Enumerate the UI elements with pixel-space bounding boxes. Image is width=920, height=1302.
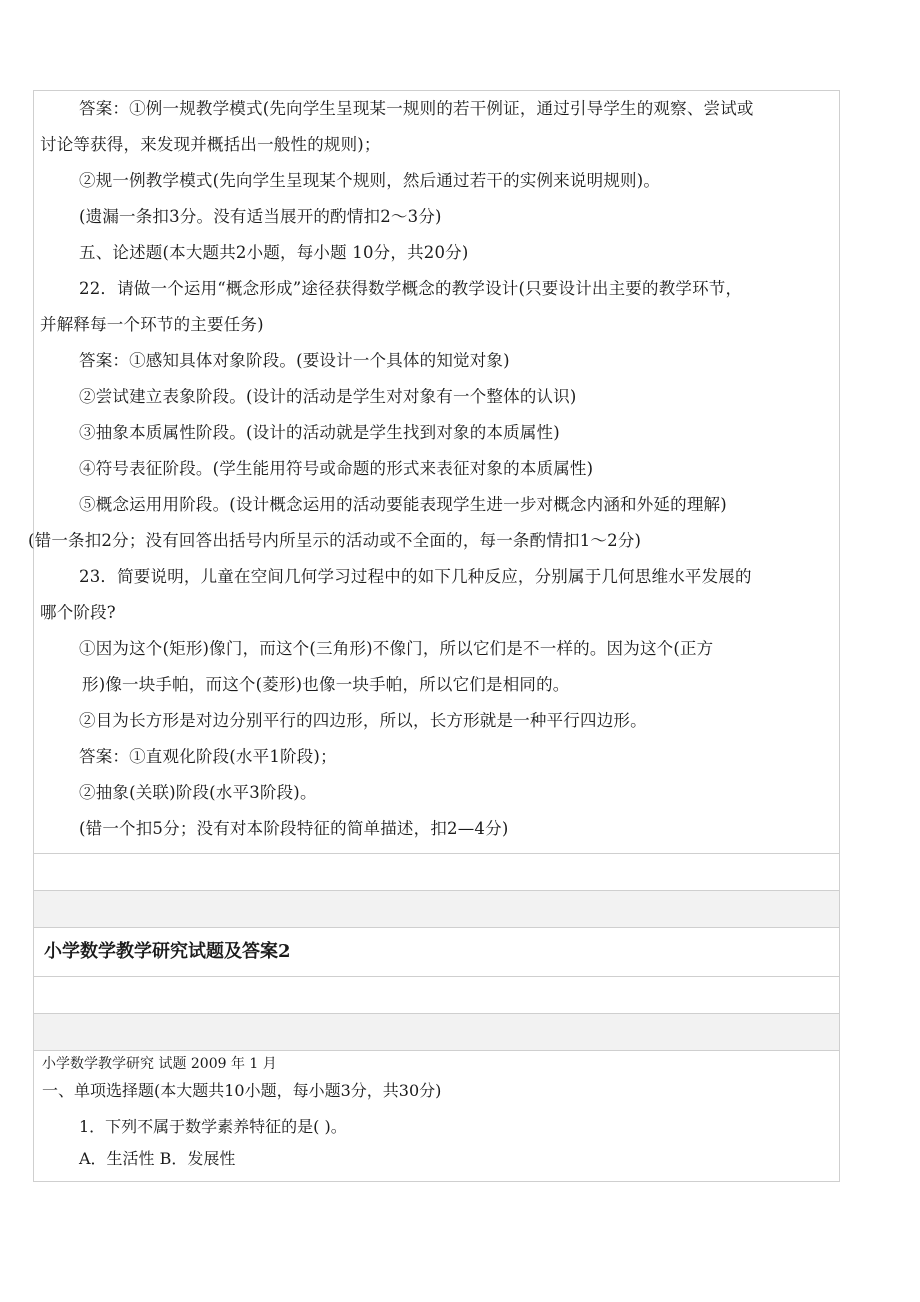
exam-header: 小学数学教学研究 试题 2009 年 1 月 <box>42 1056 277 1072</box>
question-text: 23．简要说明，儿童在空间几何学习过程中的如下几种反应，分别属于几何思维水平发展的 <box>79 567 752 586</box>
question-text: 22．请做一个运用“概念形成”途径获得数学概念的教学设计(只要设计出主要的教学环节， <box>79 279 743 298</box>
text-line: (错一个扣5分；没有对本阶段特征的简单描述，扣2—4分) <box>79 819 509 838</box>
spacer-row-gray <box>34 891 839 928</box>
question-text: 并解释每一个环节的主要任务) <box>40 315 264 334</box>
question-text: 哪个阶段? <box>40 603 116 622</box>
section-title: 五、论述题(本大题共2小题，每小题 10分，共20分) <box>79 243 469 262</box>
spacer-row <box>34 977 839 1014</box>
text-line: ②抽象(关联)阶段(水平3阶段)。 <box>79 783 317 802</box>
text-line: (错一条扣2分；没有回答出括号内所呈示的活动或不全面的，每一条酌情扣1～2分) <box>28 531 642 550</box>
text-line: ③抽象本质属性阶段。(设计的活动就是学生找到对象的本质属性) <box>79 423 560 442</box>
question-text: 1．下列不属于数学素养特征的是( )。 <box>79 1117 347 1136</box>
exam-section <box>34 1051 839 1182</box>
spacer-row <box>34 854 839 891</box>
text-line: ①因为这个(矩形)像门，而这个(三角形)不像门，所以它们是不一样的。因为这个(正方 <box>79 639 714 658</box>
text-line: 讨论等获得，来发现并概括出一般性的规则)； <box>40 135 381 154</box>
text-line: ②尝试建立表象阶段。(设计的活动是学生对对象有一个整体的认识) <box>79 387 577 406</box>
text-line: 答案：①直观化阶段(水平1阶段)； <box>79 747 337 766</box>
option-text: A．生活性 B．发展性 <box>79 1149 236 1168</box>
text-line: ⑤概念运用用阶段。(设计概念运用的活动要能表现学生进一步对概念内涵和外延的理解) <box>79 495 727 514</box>
document-heading: 小学数学教学研究试题及答案2 <box>34 928 839 977</box>
text-line: ②规一例教学模式(先向学生呈现某个规则，然后通过若干的实例来说明规则)。 <box>79 171 661 190</box>
text-line: ②目为长方形是对边分别平行的四边形，所以，长方形就是一种平行四边形。 <box>79 711 647 730</box>
text-line: 形)像一块手帕，而这个(菱形)也像一块手帕，所以它们是相同的。 <box>82 675 570 694</box>
spacer-row-gray <box>34 1014 839 1051</box>
text-line: 答案：①感知具体对象阶段。(要设计一个具体的知觉对象) <box>79 351 510 370</box>
answer-section <box>28 91 839 854</box>
section-title: 一、单项选择题(本大题共10小题，每小题3分，共30分) <box>42 1081 442 1100</box>
text-line: 答案：①例一规教学模式(先向学生呈现某一规则的若干例证，通过引导学生的观察、尝试或 <box>79 99 754 118</box>
text-line: (遗漏一条扣3分。没有适当展开的酌情扣2～3分) <box>79 207 442 226</box>
text-line: ④符号表征阶段。(学生能用符号或命题的形式来表征对象的本质属性) <box>79 459 594 478</box>
document-frame <box>28 90 840 1182</box>
